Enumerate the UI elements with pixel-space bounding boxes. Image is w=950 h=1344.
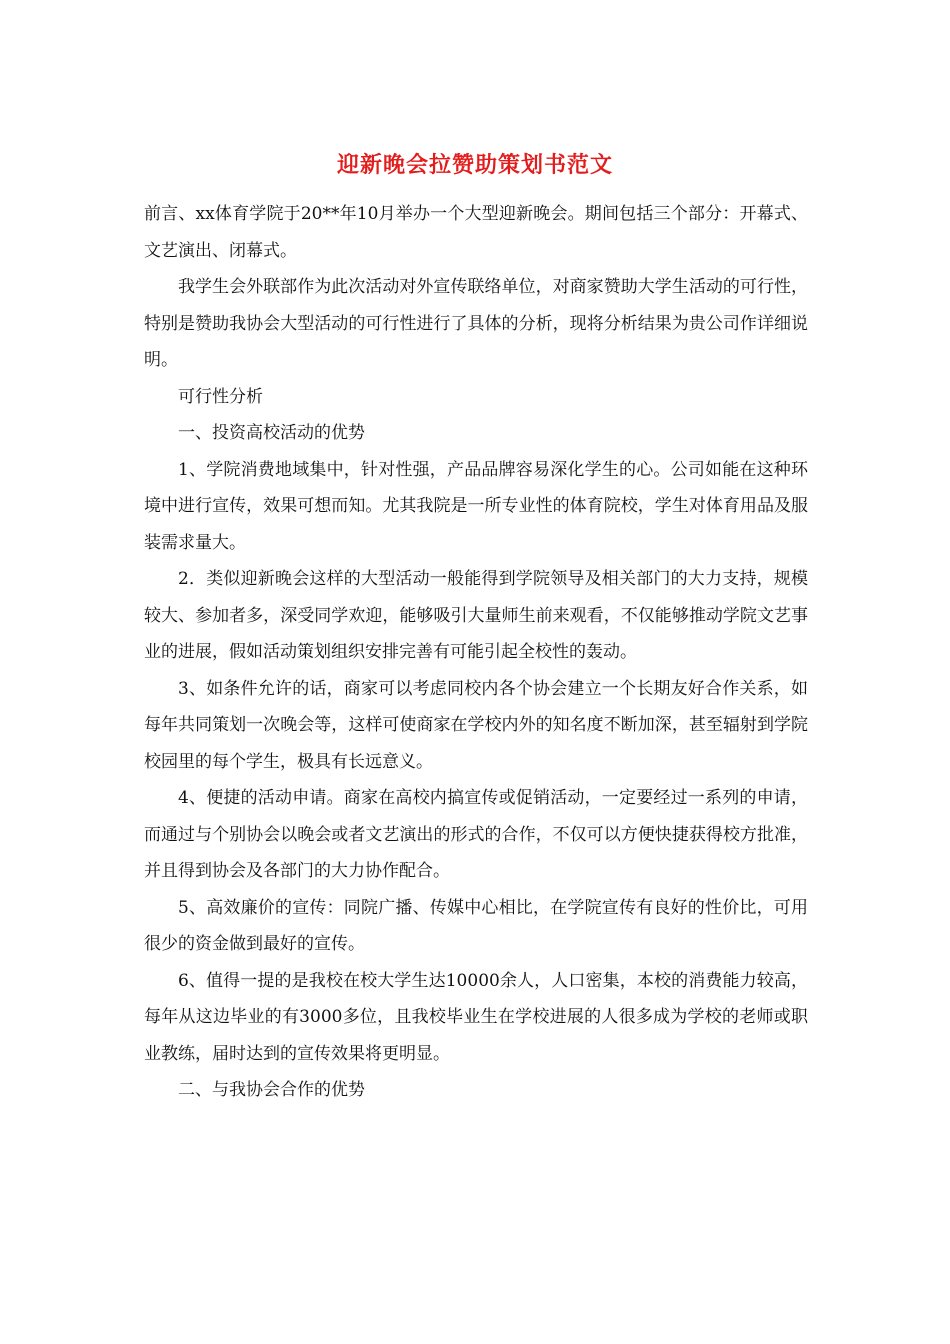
paragraph-intro: 我学生会外联部作为此次活动对外宣传联络单位，对商家赞助大学生活动的可行性，特别是赞助我协会大型活动的可行性进行了具体的分析，现将分析结果为贵公司作详细说明。 bbox=[144, 277, 808, 370]
paragraph-preface: 前言、xx体育学院于20**年10月举办一个大型迎新晚会。期间包括三个部分：开幕式、文艺演出、闭幕式。 bbox=[144, 204, 808, 261]
paragraph-point-3: 3、如条件允许的话，商家可以考虑同校内各个协会建立一个长期友好合作关系，如每年共同策划一次晚会等，这样可使商家在学校内外的知名度不断加深，甚至辐射到学院校园里的每个学生，极具有长远意义。 bbox=[144, 678, 808, 772]
section-heading-feasibility: 可行性分析 bbox=[178, 386, 263, 407]
paragraph-point-5: 5、高效廉价的宣传：同院广播、传媒中心相比，在学院宣传有良好的性价比，可用很少的资金做到最好的宣传。 bbox=[144, 897, 808, 954]
paragraph-point-4: 4、便捷的活动申请。商家在高校内搞宣传或促销活动，一定要经过一系列的申请，而通过与个别协会以晚会或者文艺演出的形式的合作，不仅可以方便快捷获得校方批准，并且得到协会及各部门的大力协作配合。 bbox=[144, 788, 808, 881]
document-title: 迎新晚会拉赞助策划书范文 bbox=[336, 152, 613, 178]
document-body bbox=[144, 196, 808, 1109]
section-heading-cooperation: 二、与我协会合作的优势 bbox=[178, 1080, 365, 1100]
paragraph-point-6: 6、值得一提的是我校在校大学生达10000余人，人口密集，本校的消费能力较高，每年从这边毕业的有3000多位，且我校毕业生在学校进展的人很多成为学校的老师或职业教练，届时达到的宣传效果将更明显。 bbox=[144, 970, 808, 1064]
paragraph-point-1: 1、学院消费地域集中，针对性强，产品品牌容易深化学生的心。公司如能在这种环境中进行宣传，效果可想而知。尤其我院是一所专业性的体育院校，学生对体育用品及服装需求量大。 bbox=[144, 459, 808, 553]
paragraph-point-2: 2．类似迎新晚会这样的大型活动一般能得到学院领导及相关部门的大力支持，规模较大、参加者多，深受同学欢迎，能够吸引大量师生前来观看，不仅能够推动学院文艺事业的进展，假如活动策划组织安排完善有可能引起全校性的轰动。 bbox=[144, 569, 808, 662]
section-heading-advantages: 一、投资高校活动的优势 bbox=[178, 423, 365, 443]
